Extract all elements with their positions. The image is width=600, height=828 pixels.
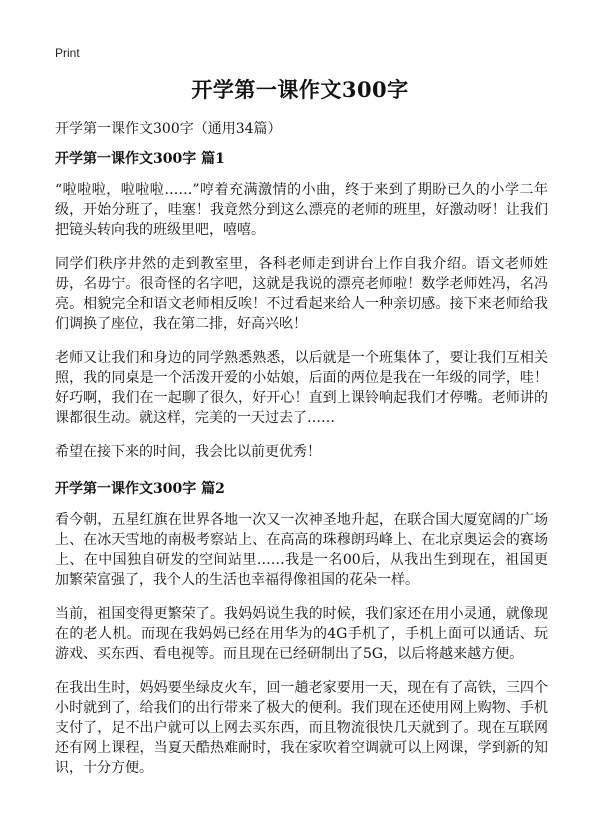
article-content: [55, 150, 548, 792]
paragraph: 老师又让我们和身边的同学熟悉熟悉，以后就是一个班集体了，要让我们互相关照，我的同桌是一个活泼开爱的小姑娘，后面的两位是我在一年级的同学，哇！好巧啊，我们在一起聊了很久，好开心！直到上课铃响起我们才停嘴。老师讲的课都很生动。就这样，完美的一天过去了……: [55, 350, 548, 426]
page-subtitle: 开学第一课作文300字（通用34篇）: [55, 121, 282, 137]
paragraph: 同学们秩序井然的走到教室里，各科老师走到讲台上作自我介绍。语文老师姓毋，名毋宁。很奇怪的名字吧，这就是我说的漂亮老师啦！数学老师姓冯，名冯亮。相貌完全和语文老师相反唉！不过看起来给人一种亲切感。接下来老师给我们调换了座位，我在第二排，好高兴吆！: [55, 256, 548, 332]
paragraph: 希望在接下来的时间，我会比以前更优秀！: [55, 444, 321, 460]
print-label[interactable]: Print: [55, 46, 80, 60]
paragraph: “啦啦啦，啦啦啦……”哼着充满激情的小曲，终于来到了期盼已久的小学二年级，开始分班了，哇塞！我竟然分到这么漂亮的老师的班里，好激动呀！让我们把镜头转向我的班级里吧，嘻嘻。: [55, 182, 548, 238]
section-2: [55, 480, 548, 778]
section-1: [55, 150, 548, 462]
section-heading: 开学第一课作文300字 篇1: [55, 151, 225, 167]
section-heading: 开学第一课作文300字 篇2: [55, 481, 225, 497]
paragraph: 当前，祖国变得更繁荣了。我妈妈说生我的时候，我们家还在用小灵通，就像现在的老人机。而现在我妈妈已经在用华为的4G手机了，手机上面可以通话、玩游戏、买东西、看电视等。而且现在已经研制出了5G，以后将越来越方便。: [55, 606, 548, 662]
paragraph: 看今朝，五星红旗在世界各地一次又一次神圣地升起，在联合国大厦宽阔的广场上、在冰天雪地的南极考察站上、在高高的珠穆朗玛峰上、在北京奥运会的赛场上、在中国独自研发的空间站里……我是一名00后，从我出生到现在，祖国更加繁荣富强了，我个人的生活也幸福得像祖国的花朵一样。: [55, 512, 548, 588]
paragraph: 在我出生时，妈妈要坐绿皮火车，回一趟老家要用一天，现在有了高铁，三四个小时就到了，给我们的出行带来了极大的便利。我们现在还使用网上购物、手机支付了，足不出户就可以上网去买东西，而且物流很快几天就到了。现在互联网还有网上课程，当夏天酷热难耐时，我在家吹着空调就可以上网课，学到新的知识，十分方便。: [55, 680, 548, 776]
page-title: 开学第一课作文300字: [191, 77, 409, 102]
